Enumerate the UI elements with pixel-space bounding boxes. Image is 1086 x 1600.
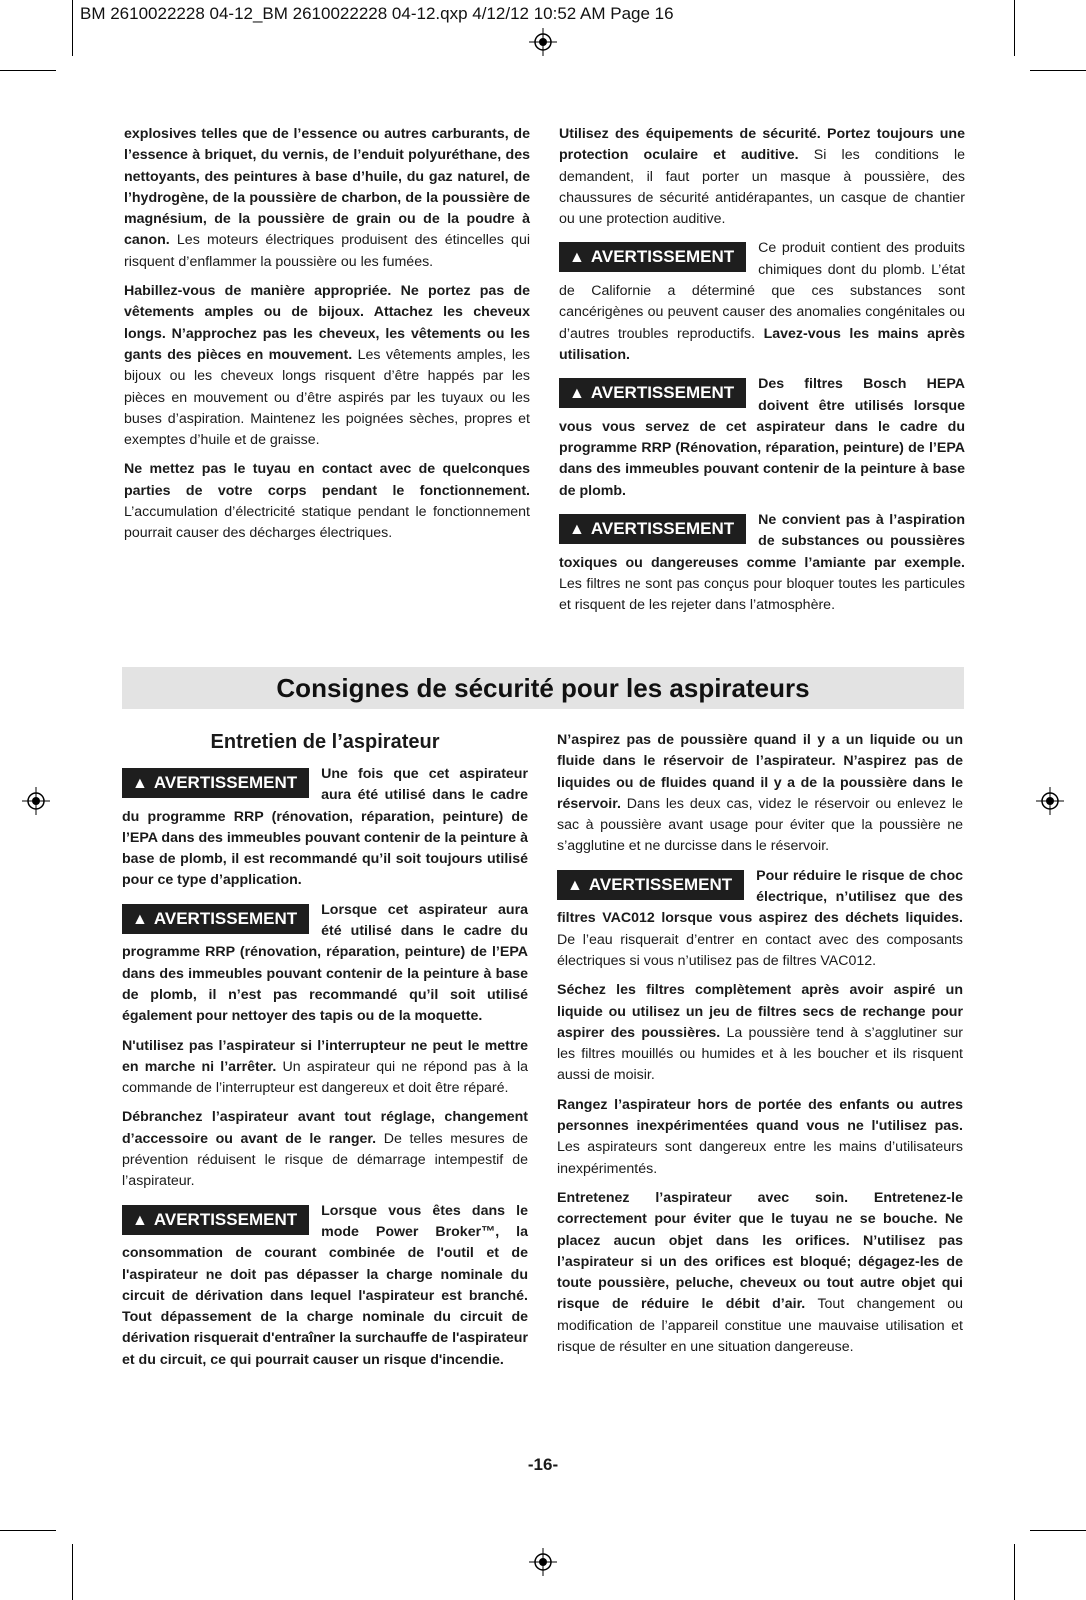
warning-label: AVERTISSEMENT — [153, 773, 298, 792]
warning-block — [559, 510, 965, 616]
subsection-heading: Entretien de l’aspirateur — [210, 731, 440, 753]
bold-text: explosives telles que de l’essence ou autres carburants, de l’essence à briquet, du vernis, de l’enduit polyuréthane, des nettoyants, des peintures à base d’huile, du gaz naturel, de l’hydrogène, de la poussière de charbon, de la poussière de magnésium, de la poussière de grain ou de la poudre à canon. — [124, 126, 530, 249]
bold-text: Une fois que cet aspirateur aura été utilisé dans le cadre du programme RRP (rénovation, réparation, peinture) de l’EPA dans des immeubles pouvant contenir de la peinture à base de plomb, il est recommandé qu’il soit toujours utilisé pour ce type d’application. — [122, 766, 529, 889]
body-text: Dans les deux cas, videz le réservoir ou enlevez le sac à poussière avant usage pour éviter que la poussière ne s’agglutine et ne durcisse dans le réservoir. — [557, 795, 963, 855]
body-text: Les aspirateurs sont dangereux entre les mains d’utilisateurs inexpérimentés. — [557, 1139, 963, 1177]
warning-label: AVERTISSEMENT — [153, 908, 298, 928]
warning-triangle-icon: ▲ — [132, 775, 148, 792]
warning-block — [559, 374, 965, 502]
bold-text: Ne mettez pas le tuyau en contact avec de quelconques parties de votre corps pendant le fonctionnement. — [124, 461, 530, 499]
paragraph — [557, 730, 963, 858]
printer-slug: BM 2610022228 04-12_BM 2610022228 04-12.qxp 4/12/12 10:52 AM Page 16 — [80, 4, 674, 23]
paragraph — [124, 281, 530, 451]
page-number: -16- — [527, 1455, 559, 1474]
paragraph — [122, 1107, 528, 1192]
warning-badge — [559, 514, 746, 544]
registration-mark-icon — [22, 787, 50, 815]
body-text: Tout changement ou modification de l’appareil constitue une mauvaise utilisation et risque de résulter en une situation dangereuse. — [557, 1296, 963, 1356]
warning-block — [559, 238, 965, 366]
column-bottom-right — [557, 730, 963, 1366]
crop-mark — [0, 1530, 56, 1531]
bold-text: Lorsque cet aspirateur aura été utilisé dans le cadre du programme RRP (rénovation, réparation, peinture) de l’EPA dans des immeubles pouvant contenir de la peinture à base de plomb, il n’est pas recommandé qu’il soit utilisé également pour nettoyer des tapis ou de la moquette. — [122, 901, 528, 1025]
crop-mark — [1030, 1530, 1086, 1531]
bold-text: N'utilisez pas l’aspirateur si l’interrupteur ne peut le mettre en marche ni l’arrêter. — [122, 1037, 528, 1075]
warning-block — [122, 764, 528, 892]
registration-mark-icon — [529, 1548, 557, 1576]
body-text: De l’eau risquerait d’entrer en contact avec des composants électriques si vous n’utilisez pas de filtres VAC012. — [557, 931, 963, 969]
warning-badge — [122, 904, 309, 934]
warning-block — [122, 900, 528, 1028]
crop-mark — [72, 0, 73, 56]
warning-triangle-icon: ▲ — [569, 385, 585, 403]
bold-text: Entretenez l’aspirateur avec soin. Entretenez-le correctement pour éviter que le tuyau ne se bouche. Ne placez aucun objet dans les orifices. N’utilisez pas l’aspirateur si un des orifices est bloqué; dégagez-les de toute poussière, peluche, cheveux ou tout autre objet qui risque de réduire le débit d’air. — [557, 1189, 963, 1313]
bold-text: Habillez-vous de manière appropriée. Ne portez pas de vêtements amples ou de bijoux. Attachez les cheveux longs. N’approchez pas les cheveux, les vêtements ou les gants des pièces en mouvement. — [124, 283, 530, 363]
body-text: Les filtres ne sont pas conçus pour bloquer toutes les particules et risquent de les rejeter dans l’atmosphère. — [559, 575, 965, 614]
body-text: Ce produit contient des produits chimiques dont du plomb. L’état de Californie a déterminé que ces substances sont cancérigènes ou peuvent causer des anomalies congénitales ou d’autres troubles reproductifs. — [559, 240, 965, 342]
warning-label: AVERTISSEMENT — [590, 247, 735, 267]
warning-triangle-icon: ▲ — [567, 876, 583, 894]
paragraph — [122, 1036, 528, 1100]
crop-mark — [1030, 70, 1086, 71]
bold-text: Débranchez l’aspirateur avant tout réglage, changement d’accessoire ou avant de le ranger. — [122, 1109, 528, 1147]
bold-text: Lorsque vous êtes dans le mode Power Broker™, la consommation de courant combinée de l'outil et de l'aspirateur ne doit pas dépasser la charge nominale du circuit de dérivation dans lequel l'aspirateur est branché. Tout dépassement de la charge nominale du circuit de dérivation risquerait d'entraîner la surchauffe de l'aspirateur et du circuit, ce qui pourrait causer un risque d'incendie. — [122, 1202, 528, 1368]
bold-text: Ne convient pas à l’aspiration de substances ou poussières toxiques ou dangereuses comme l’amiante par exemple. — [559, 512, 965, 571]
body-text: Les vêtements amples, les bijoux ou les cheveux longs risquent d’être happés par les pièces en mouvement ou d’être aspirés par les tuyaux ou les buses d’aspiration. Maintenez les poignées sèches, propres et exemptes d’huile et de graisse. — [124, 346, 530, 449]
bold-text: Lavez-vous les mains après utilisation. — [559, 325, 965, 363]
column-top-left — [124, 124, 530, 553]
registration-mark-icon — [1036, 787, 1064, 815]
crop-mark — [1014, 0, 1015, 56]
bold-text: Séchez les filtres complètement après avoir aspiré un liquide ou utilisez un jeu de filtres secs de rechange pour aspirer des poussières. — [557, 982, 963, 1041]
body-text: La poussière tend à s’agglutiner sur les filtres mouillés ou humides et à les boucher et ils risquent aussi de moisir. — [557, 1024, 963, 1084]
column-bottom-left — [122, 730, 528, 1379]
crop-mark — [1014, 1544, 1015, 1600]
warning-label: AVERTISSEMENT — [590, 383, 735, 403]
warning-triangle-icon: ▲ — [132, 910, 148, 928]
paragraph — [124, 124, 530, 273]
bold-text: N’aspirez pas de poussière quand il y a un liquide ou un fluide dans le réservoir de l’aspirateur. N’aspirez pas de liquides ou de fluides quand il y a de la poussière dans le réservoir. — [557, 732, 963, 812]
bold-text: Rangez l’aspirateur hors de portée des enfants ou autres personnes inexpérimentées quand vous ne l'utilisez pas. — [557, 1096, 963, 1135]
warning-badge — [559, 378, 746, 408]
warning-label: AVERTISSEMENT — [153, 1209, 298, 1229]
bold-text: Des filtres Bosch HEPA doivent être utilisés lorsque vous vous servez de cet aspirateur dans le cadre du programme RRP (Rénovation, réparation, peinture) de l’EPA dans des immeubles pouvant contenir de la peinture à base de plomb. — [559, 376, 965, 499]
warning-label: AVERTISSEMENT — [590, 519, 735, 539]
registration-mark-icon — [529, 28, 557, 56]
body-text: L’accumulation d’électricité statique pendant le fonctionnement pourrait causer des décharges électriques. — [124, 504, 530, 542]
warning-triangle-icon: ▲ — [569, 249, 585, 267]
crop-mark — [0, 70, 56, 71]
warning-label: AVERTISSEMENT — [588, 874, 733, 894]
body-text: De telles mesures de prévention réduisent le risque de démarrage intempestif de l’aspirateur. — [122, 1130, 528, 1190]
warning-badge — [559, 242, 746, 272]
column-top-right — [559, 124, 965, 625]
section-banner: Consignes de sécurité pour les aspirateurs — [122, 667, 964, 709]
crop-mark — [72, 1544, 73, 1600]
bold-text: Pour réduire le risque de choc électrique, n’utilisez que des filtres VAC012 lorsque vous aspirez des déchets liquides. — [557, 867, 963, 927]
paragraph — [557, 980, 963, 1086]
paragraph — [559, 124, 965, 230]
warning-badge — [122, 768, 309, 798]
warning-block — [122, 1201, 528, 1371]
warning-block — [557, 866, 963, 972]
warning-badge — [122, 1205, 309, 1235]
paragraph — [557, 1188, 963, 1358]
paragraph — [124, 459, 530, 544]
warning-badge — [557, 870, 744, 900]
warning-triangle-icon: ▲ — [569, 521, 585, 539]
warning-triangle-icon: ▲ — [132, 1211, 148, 1229]
paragraph — [557, 1095, 963, 1180]
body-text: Les moteurs électriques produisent des étincelles qui risquent d’enflammer la poussière ou les fumées. — [124, 232, 530, 270]
body-text: Un aspirateur qui ne répond pas à la commande de l’interrupteur est dangereux et doit être réparé. — [122, 1058, 528, 1097]
body-text: Si les conditions le demandent, il faut porter un masque à poussière, des chaussures de sécurité antidérapantes, un casque de chantier ou une protection auditive. — [559, 147, 965, 228]
bold-text: Utilisez des équipements de sécurité. Portez toujours une protection oculaire et auditive. — [559, 126, 965, 164]
